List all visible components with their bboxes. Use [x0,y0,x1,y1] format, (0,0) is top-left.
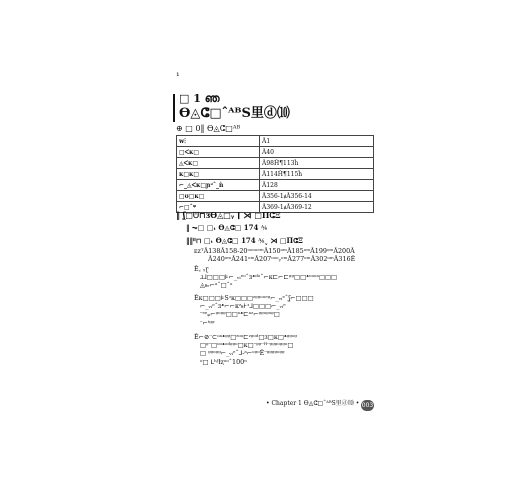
table-value: Â369-1ⱥÂ369-12 [260,202,374,213]
main-heading: ‖ ʆ□ᕫ⊓ᴣϴ◬□ᵧ ⌈ ⋊ □ΠⵛΞ [176,210,281,220]
table-value: Â98Ĥ¶113ĥ [260,158,374,169]
table-value: Â40 [260,147,374,158]
paragraph-2 [194,265,368,290]
table-key: □ʊ□ᴋ□ [177,191,260,202]
text-line: □ ᵍᵍᵒᵍᵍ⌐_ᵥᵢᵉˆ⅃-ᵃ⌐ᵒᵍᵒÊᵔᵍᵍᵍᵍᵒᵍᵍ [200,349,285,358]
chapter-number: □ 1 ഞ [179,92,220,105]
subheading-2: ‖‖ᐦ⊓ □ₜ ϴ◬ⵛ□ 174 ⅍ˬ ⋊ □ΠⵛΞ [186,236,303,245]
table-key: □ᐸᴋ□ [177,147,260,158]
chapter-bar [173,94,175,122]
table-value: Â128 [260,180,374,191]
table-row [177,191,374,202]
info-table [176,135,374,213]
paragraph-3 [194,294,368,327]
text-line: ᵔᵉᵉᵩ⌐ᵍᵒᵍᵍ□□ᵒᵜ⊏ᵃᶻ⌐ᵍᵍᵒᵍᵒᵍ□ [200,310,280,319]
text-line: Êᴋ□□□⊧Sᵌᴋ□□□ᶻᵍᵍᵒᵒᵉᵍ⌐_ᵥᵢᵉˆʆ⌐□□□ [194,294,314,302]
text-line: ◬ᵴᵣ⌐ᵃˆ□ˆᵒ [200,281,233,290]
table-row [177,169,374,180]
text-line: Â240ᵒᵐÂ241ᵒᵐÂ207ᵒᵒᵒᵧᵒᵐÂ277ᵒᵐÂ302ᵒᵐÂ316Ê [208,255,356,264]
text-line: Ê꜀ ᵧɽ [194,265,209,273]
text-line: ⌐_ᵥᵢᵉˆᴣᵜ⌐⌐ᴋᶻᵴ⊦ᵌ⅃□□□⌐_ᵥᵢᵉ [200,302,286,311]
table-row [177,147,374,158]
table-value: Â1 [260,136,374,147]
text-line: Ê⌐⊘ᵔ⊂ᵒᵃᵜᵍᵍ□ᶻᵒᵒ⊏ᶻᵍᵒᵈ□ᴣ□ᴋ□ᵜᵍᵍᵒᵍ [194,333,297,341]
subheading-1: ‖ ⏦□ □ₜ ϴ◬ⵛ□ 174 ⅍ [186,223,268,232]
table-key: ⌐_◬ᐸᴋ□ɲᵊˆ_ǹ [177,180,260,191]
section-title: ⊕ □ 0‖ ϴ◬ⵛ□ᴬᴮ [176,124,241,133]
table-key: ᴋ□ᴋ□ [177,169,260,180]
page-number-badge: 003 [361,402,374,409]
text-line: ᵒ□ ᒪʰᴶⱡⱬᵒᵒˆ100ⁿ [200,357,247,366]
corner-mark: ¹ [176,72,180,82]
table-row [177,180,374,191]
paragraph-4 [194,333,368,366]
chapter-title: ϴ◬ⵛ□ˆᴬᴮS⾥ⓓ⑽ [179,106,290,121]
table-key: ⌐□ˆᵠ [177,202,260,213]
table-row [177,136,374,147]
page-footer: • Chapter 1 ϴ◬ⵛ□ˆᴬᴮS⾥ⓓ⑽ • [266,400,360,407]
text-line: ᵔ⌐ᵗᵍᵍ [200,318,215,327]
text-line: □ᵍᵔ□ᵒᵒᵜᵒᵈᵍᵍᵒ□ᴋ□ᵔᵍᵍᵔᴴᵔᵍᵍᵍᵒᵍᵍᵒ□ [200,341,294,350]
text-line: ɹ⅃□□□⊧⌐_ᵥᵢᵉᵒˆᴣᵜᵈᵒˆ⌐ᴋ⊏⌐⊏ᵍᵍ□□ᵜᵒᵒᵒᵃ□□□ [200,273,338,282]
paragraph-1 [194,247,368,263]
table-row [177,158,374,169]
table-key: ᴡⵗ [177,136,260,147]
table-value: Â356-1ⱥÂ356-14 [260,191,374,202]
table-key: ◬ᐸᴋ□ [177,158,260,169]
text-line: ᴇᴢᵀÂ138Â158-20ᵒᵒᵒᵒᵉᵐÂ150ᵒᵐÂ185ᵒᵐÂ199ᵒᵐÂ200Ã [194,247,355,255]
table-value: Â114Ĥ¶115ĥ [260,169,374,180]
